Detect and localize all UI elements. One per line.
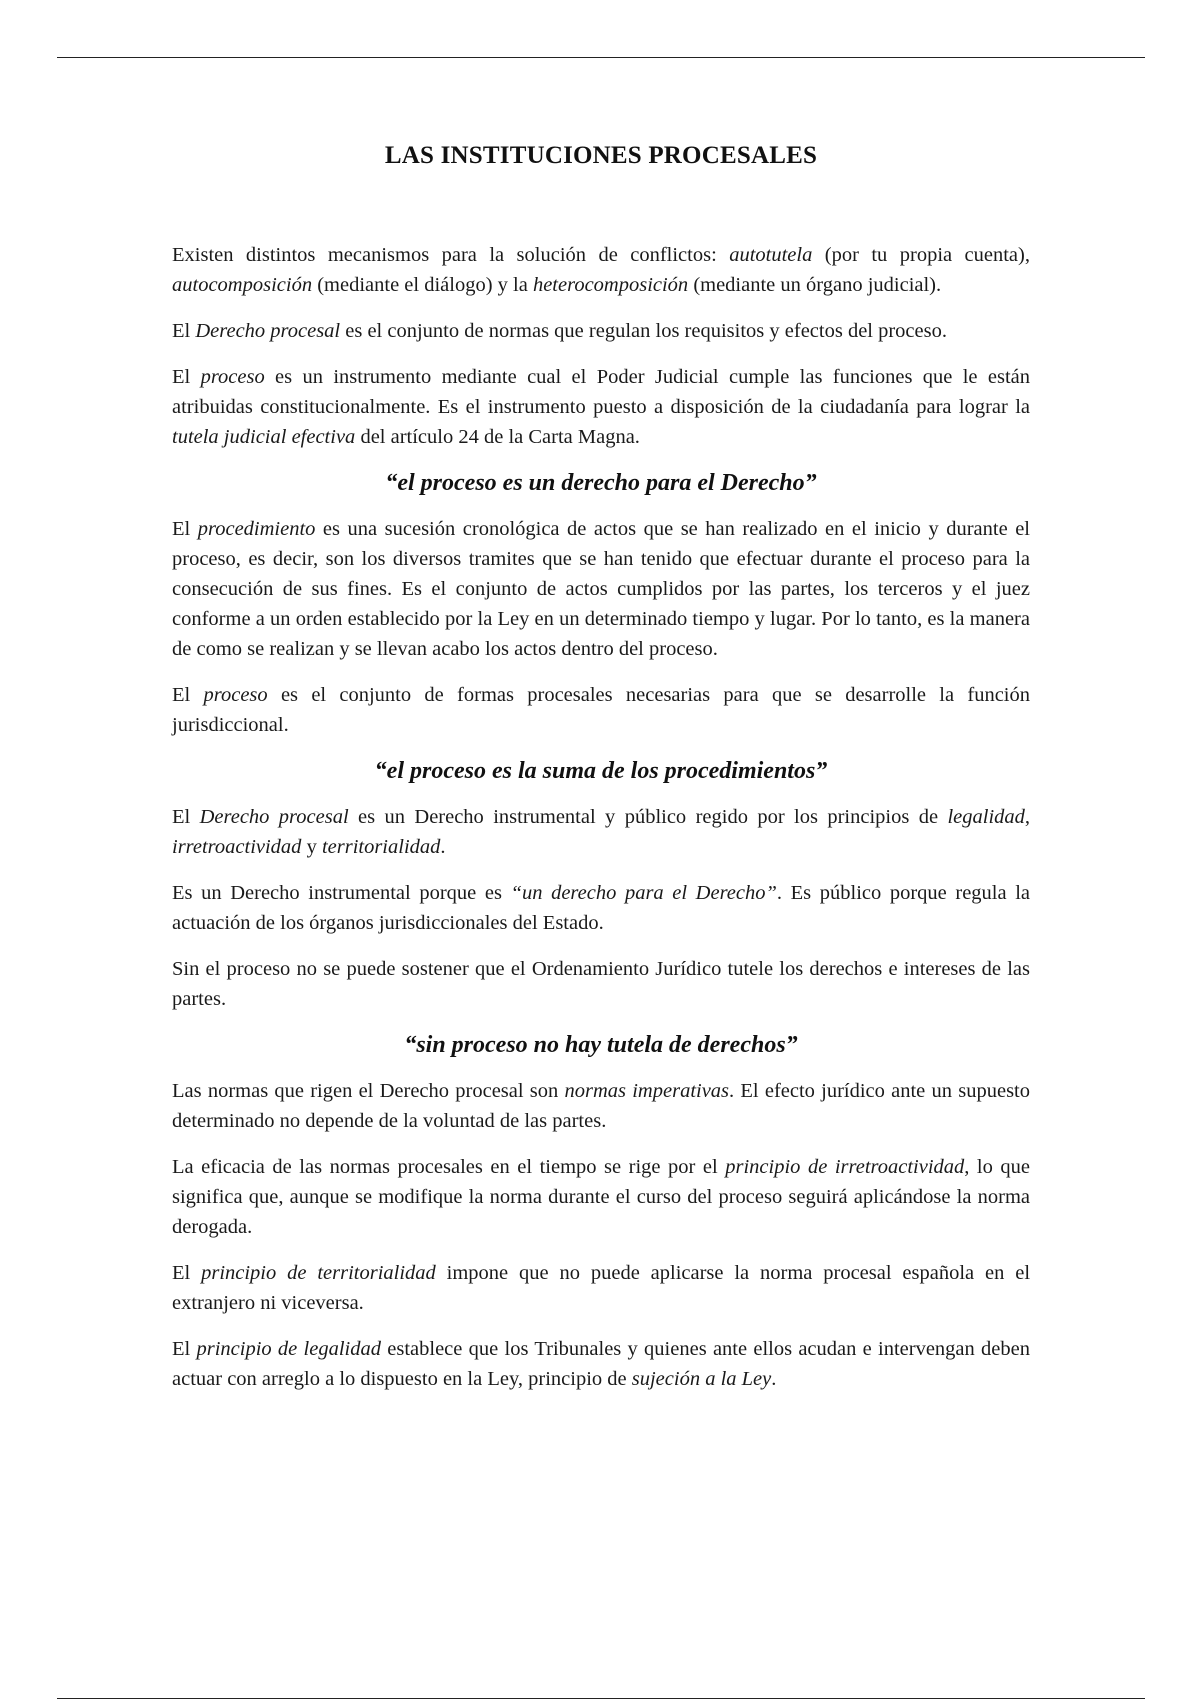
footer-rule bbox=[57, 1698, 1145, 1699]
quote-suma-procedimientos: “el proceso es la suma de los procedimientos” bbox=[374, 758, 828, 784]
quote-proceso-derecho: “el proceso es un derecho para el Derecho” bbox=[385, 470, 817, 496]
paragraph-instrumental-explanation: Es un Derecho instrumental porque es “un derecho para el Derecho”. Es público porque regula la actuación de los órganos jurisdiccionales del Estado. bbox=[172, 882, 1030, 934]
paragraph-territorialidad: El principio de territorialidad impone que no puede aplicarse la norma procesal española en el extranjero ni viceversa. bbox=[172, 1262, 1031, 1314]
paragraph-normas-imperativas: Las normas que rigen el Derecho procesal son normas imperativas. El efecto jurídico ante un supuesto determinado no depende de la voluntad de las partes. bbox=[172, 1080, 1030, 1132]
paragraph-derecho-procesal-definition: El Derecho procesal es el conjunto de normas que regulan los requisitos y efectos del proceso. bbox=[172, 320, 947, 342]
paragraph-legalidad: El principio de legalidad establece que los Tribunales y quienes ante ellos acudan e intervengan deben actuar con arreglo a lo dispuesto en la Ley, principio de sujeción a la Ley. bbox=[172, 1338, 1030, 1390]
page-title: LAS INSTITUCIONES PROCESALES bbox=[384, 142, 818, 169]
quote-tutela-derechos: “sin proceso no hay tutela de derechos” bbox=[404, 1032, 798, 1058]
paragraph-proceso-instrument: El proceso es un instrumento mediante cual el Poder Judicial cumple las funciones que le están atribuidas constitucionalmente. Es el instrumento puesto a disposición de la ciudadanía para lograr la tutela judicial efectiva del artículo 24 de la Carta Magna. bbox=[172, 366, 1030, 448]
paragraph-procedimiento: El procedimiento es una sucesión cronológica de actos que se han realizado en el inicio y durante el proceso, es decir, son los diversos tramites que se han tenido que efectuar durante el proceso para la consecución de sus fines. Es el conjunto de actos cumplidos por las partes, los terceros y el juez conforme a un orden establecido por la Ley en un determinado tiempo y lugar. Por lo tanto, es la manera de como se realizan y se llevan acabo los actos dentro del proceso. bbox=[172, 518, 1030, 660]
header-rule bbox=[57, 57, 1145, 58]
paragraph-sin-proceso: Sin el proceso no se puede sostener que el Ordenamiento Jurídico tutele los derechos e intereses de las partes. bbox=[172, 958, 1030, 1010]
paragraph-irretroactividad: La eficacia de las normas procesales en el tiempo se rige por el principio de irretroactividad, lo que significa que, aunque se modifique la norma durante el curso del proceso seguirá aplicándose la norma derogada. bbox=[172, 1156, 1030, 1238]
paragraph-conflict-mechanisms: Existen distintos mecanismos para la solución de conflictos: autotutela (por tu propia cuenta), autocomposición (mediante el diálogo) y la heterocomposición (mediante un órgano judicial). bbox=[172, 244, 1030, 296]
paragraph-proceso-formas: El proceso es el conjunto de formas procesales necesarias para que se desarrolle la función jurisdiccional. bbox=[172, 684, 1031, 736]
paragraph-derecho-instrumental-publico: El Derecho procesal es un Derecho instrumental y público regido por los principios de legalidad, irretroactividad y territorialidad. bbox=[172, 806, 1031, 858]
document-body bbox=[172, 142, 1030, 1410]
